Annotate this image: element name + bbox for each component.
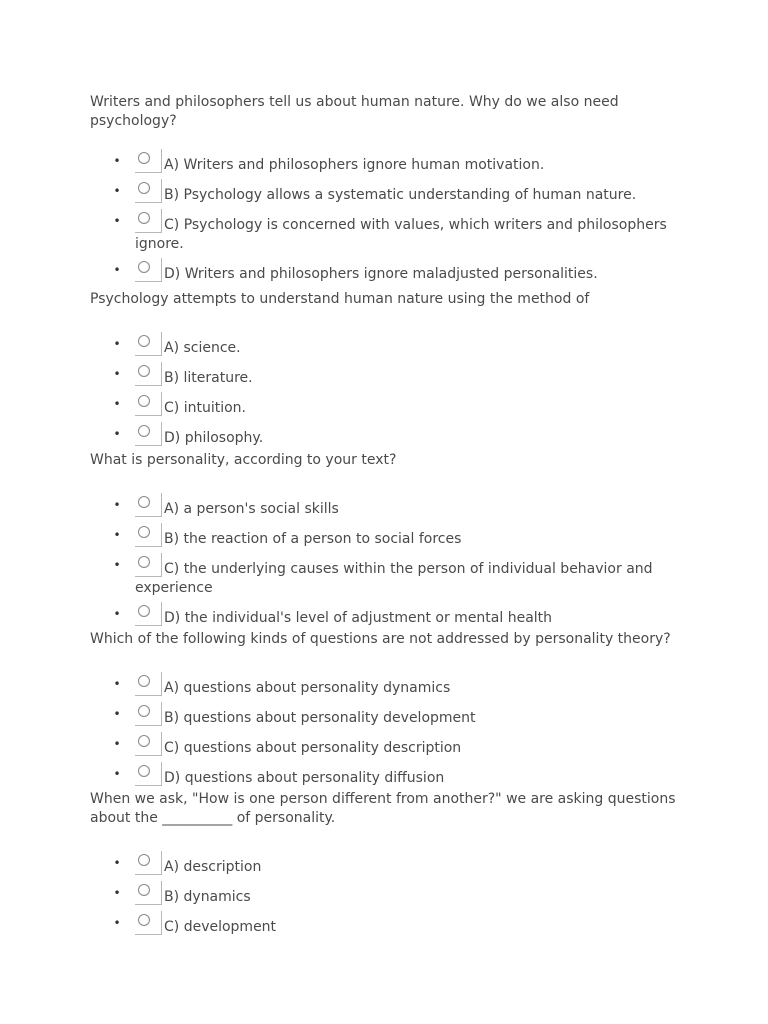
option-item[interactable] [0,526,768,549]
radio-circle-icon [138,526,150,538]
option-item[interactable] [0,496,768,519]
radio-button[interactable] [135,526,163,546]
radio-button[interactable] [135,335,163,355]
option-item[interactable] [0,735,768,758]
radio-button[interactable] [135,705,163,725]
options-list [0,335,768,448]
radio-circle-icon [138,182,150,194]
option-label: B) questions about personality development [164,710,476,726]
bullet-icon: • [113,367,121,381]
option-item[interactable] [0,182,768,205]
radio-circle-icon [138,605,150,617]
radio-button[interactable] [135,556,163,576]
bullet-icon: • [113,886,121,900]
option-item[interactable] [0,675,768,698]
options-list [0,152,768,284]
option-item[interactable] [0,605,768,628]
radio-circle-icon [138,765,150,777]
radio-button[interactable] [135,261,163,281]
option-label: B) literature. [164,370,253,386]
radio-circle-icon [138,556,150,568]
option-label: B) Psychology allows a systematic understanding of human nature. [164,187,637,203]
option-item[interactable] [0,261,768,284]
radio-circle-icon [138,705,150,717]
radio-circle-icon [138,854,150,866]
options-list [0,675,768,788]
bullet-icon: • [113,916,121,930]
option-item[interactable] [0,914,768,937]
bullet-icon: • [113,214,121,228]
bullet-icon: • [113,263,121,277]
radio-button[interactable] [135,496,163,516]
radio-circle-icon [138,675,150,687]
radio-button[interactable] [135,854,163,874]
radio-button[interactable] [135,675,163,695]
question-text: What is personality, according to your text? [90,452,397,468]
radio-circle-icon [138,395,150,407]
radio-circle-icon [138,884,150,896]
bullet-icon: • [113,337,121,351]
option-item[interactable] [0,425,768,448]
option-item[interactable] [0,556,768,598]
bullet-icon: • [113,427,121,441]
option-item[interactable] [0,212,768,254]
option-item[interactable] [0,765,768,788]
option-item[interactable] [0,335,768,358]
bullet-icon: • [113,737,121,751]
radio-circle-icon [138,152,150,164]
option-label: A) a person's social skills [164,501,339,517]
options-list [0,854,768,937]
option-label: B) dynamics [164,889,251,905]
option-label: C) the underlying causes within the person of individual behavior and experience [135,561,653,596]
radio-button[interactable] [135,152,163,172]
option-label: D) the individual's level of adjustment or mental health [164,610,553,626]
question-text: When we ask, "How is one person different from another?" we are asking questions about the __________ of personality. [90,791,676,826]
radio-circle-icon [138,914,150,926]
radio-button[interactable] [135,182,163,202]
option-label: A) Writers and philosophers ignore human motivation. [164,157,545,173]
option-label: C) intuition. [164,400,246,416]
option-label: D) questions about personality diffusion [164,770,445,786]
option-item[interactable] [0,705,768,728]
radio-button[interactable] [135,395,163,415]
bullet-icon: • [113,558,121,572]
radio-button[interactable] [135,765,163,785]
option-label: C) development [164,919,277,935]
radio-circle-icon [138,496,150,508]
radio-circle-icon [138,735,150,747]
radio-circle-icon [138,365,150,377]
bullet-icon: • [113,498,121,512]
question-block [0,93,768,291]
option-item[interactable] [0,884,768,907]
radio-button[interactable] [135,425,163,445]
option-label: A) description [164,859,262,875]
bullet-icon: • [113,856,121,870]
bullet-icon: • [113,707,121,721]
option-label: C) Psychology is concerned with values, which writers and philosophers ignore. [135,217,667,252]
bullet-icon: • [113,154,121,168]
question-text: Which of the following kinds of questions are not addressed by personality theory? [90,631,671,647]
option-item[interactable] [0,395,768,418]
option-label: A) science. [164,340,241,356]
bullet-icon: • [113,767,121,781]
radio-button[interactable] [135,735,163,755]
bullet-icon: • [113,397,121,411]
bullet-icon: • [113,607,121,621]
options-list [0,496,768,628]
option-label: D) philosophy. [164,430,264,446]
option-label: A) questions about personality dynamics [164,680,451,696]
option-item[interactable] [0,854,768,877]
question-block [0,290,768,455]
option-label: D) Writers and philosophers ignore maladjusted personalities. [164,266,598,282]
radio-button[interactable] [135,365,163,385]
radio-button[interactable] [135,605,163,625]
radio-circle-icon [138,335,150,347]
question-block [0,790,768,944]
bullet-icon: • [113,528,121,542]
question-block [0,451,768,635]
radio-button[interactable] [135,914,163,934]
bullet-icon: • [113,677,121,691]
question-text: Writers and philosophers tell us about human nature. Why do we also need psychology? [90,94,619,129]
radio-circle-icon [138,425,150,437]
radio-button[interactable] [135,884,163,904]
question-text: Psychology attempts to understand human nature using the method of [90,291,590,307]
question-block [0,630,768,795]
radio-circle-icon [138,212,150,224]
radio-button[interactable] [135,212,163,232]
option-label: C) questions about personality description [164,740,462,756]
bullet-icon: • [113,184,121,198]
option-item[interactable] [0,152,768,175]
radio-circle-icon [138,261,150,273]
option-label: B) the reaction of a person to social forces [164,531,462,547]
option-item[interactable] [0,365,768,388]
